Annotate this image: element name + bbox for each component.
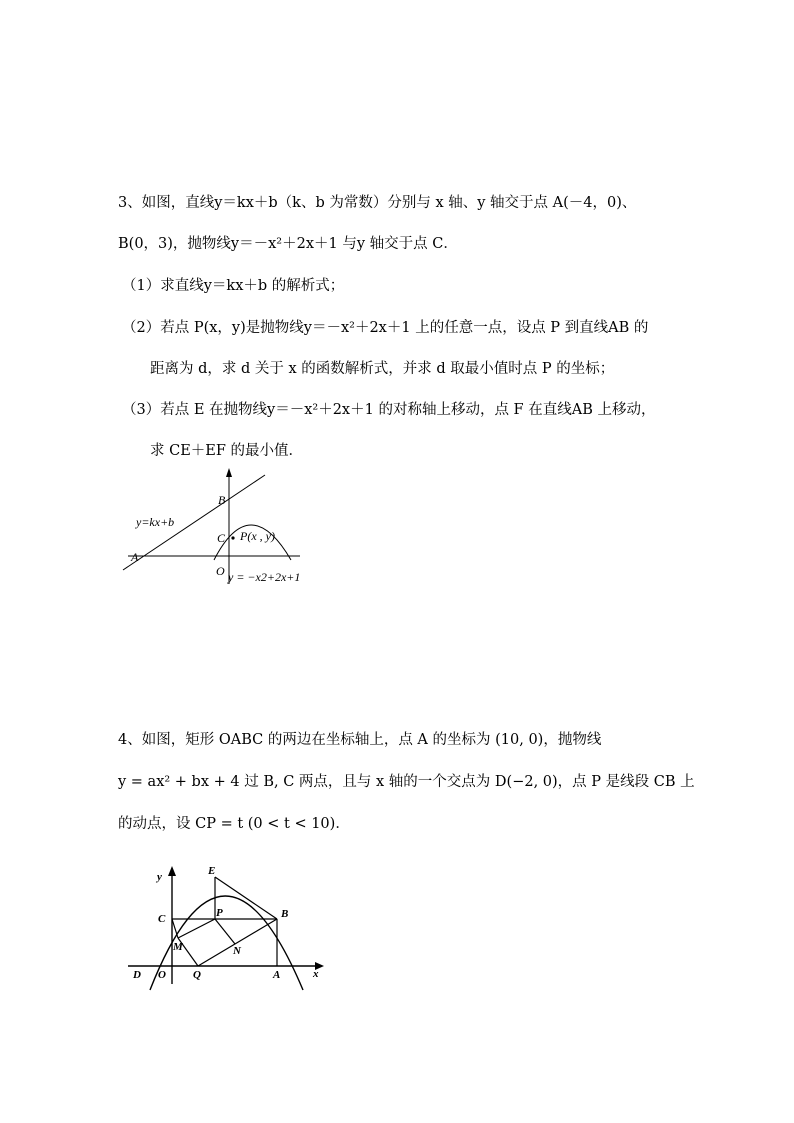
p4-segment-qb xyxy=(198,919,277,966)
p4-point-b-label: B xyxy=(281,908,289,920)
problem3-question1: （1）求直线y＝kx＋b 的解析式； xyxy=(122,278,345,294)
p4-axis-x-label: x xyxy=(313,968,319,980)
p4-point-e-label: E xyxy=(208,865,216,877)
p4-segment-mp xyxy=(178,919,215,938)
problem3-statement-line2: B(0，3)，抛物线y＝－x²＋2x＋1 与y 轴交于点 C． xyxy=(118,236,458,252)
p4-segment-pn xyxy=(215,919,235,944)
p3-point-b-label: B xyxy=(218,493,226,507)
p4-point-q-label: Q xyxy=(193,969,201,981)
p4-point-p-label: P xyxy=(216,907,223,919)
p4-segment-eb xyxy=(215,877,277,919)
problem3-question3-line1: （3）若点 E 在抛物线y＝－x²＋2x＋1 的对称轴上移动，点 F 在直线AB 上移动， xyxy=(122,402,656,418)
problem4-statement-line2: y = ax² + bx + 4 过 B, C 两点，且与 x 轴的一个交点为 D(−2, 0)，点 P 是线段 CB 上 xyxy=(118,774,695,790)
p3-line-label: y=kx+b xyxy=(136,515,175,529)
p4-axis-y-label: y xyxy=(157,871,162,883)
p4-segment-cm xyxy=(172,919,178,938)
problem3-question2-line2: 距离为 d，求 d 关于 x 的函数解析式，并求 d 取最小值时点 P 的坐标； xyxy=(150,361,615,377)
p3-point-p-label: P(x , y) xyxy=(240,529,275,543)
p4-point-n-label: N xyxy=(233,945,241,957)
problem3-question3-line2: 求 CE＋EF 的最小值． xyxy=(150,443,304,459)
problem3-statement-line1: 3、如图，直线y＝kx＋b（k、b 为常数）分别与 x 轴、y 轴交于点 A(－4，0)、 xyxy=(118,195,637,211)
problem4-statement-line1: 4、如图，矩形 OABC 的两边在坐标轴上，点 A 的坐标为 (10, 0)，抛物线 xyxy=(118,732,602,748)
p4-point-m-label: M xyxy=(173,941,183,953)
p4-point-o-label: O xyxy=(158,969,166,981)
p4-point-d-label: D xyxy=(133,969,141,981)
p3-point-a-label: A xyxy=(131,550,139,564)
p3-parabola-label: y = −x2+2x+1 xyxy=(228,570,301,584)
problem3-question2-line1: （2）若点 P(x，y)是抛物线y＝－x²＋2x＋1 上的任意一点，设点 P 到直线AB 的 xyxy=(122,320,649,336)
p3-point-c-label: C xyxy=(217,531,226,545)
p3-point-o-label: O xyxy=(216,564,225,578)
p4-y-axis-arrow-icon xyxy=(168,866,176,876)
problem4-statement-line3: 的动点，设 CP = t (0 < t < 10)． xyxy=(118,816,350,832)
p4-point-c-label: C xyxy=(158,913,166,925)
p4-point-a-label: A xyxy=(273,969,281,981)
